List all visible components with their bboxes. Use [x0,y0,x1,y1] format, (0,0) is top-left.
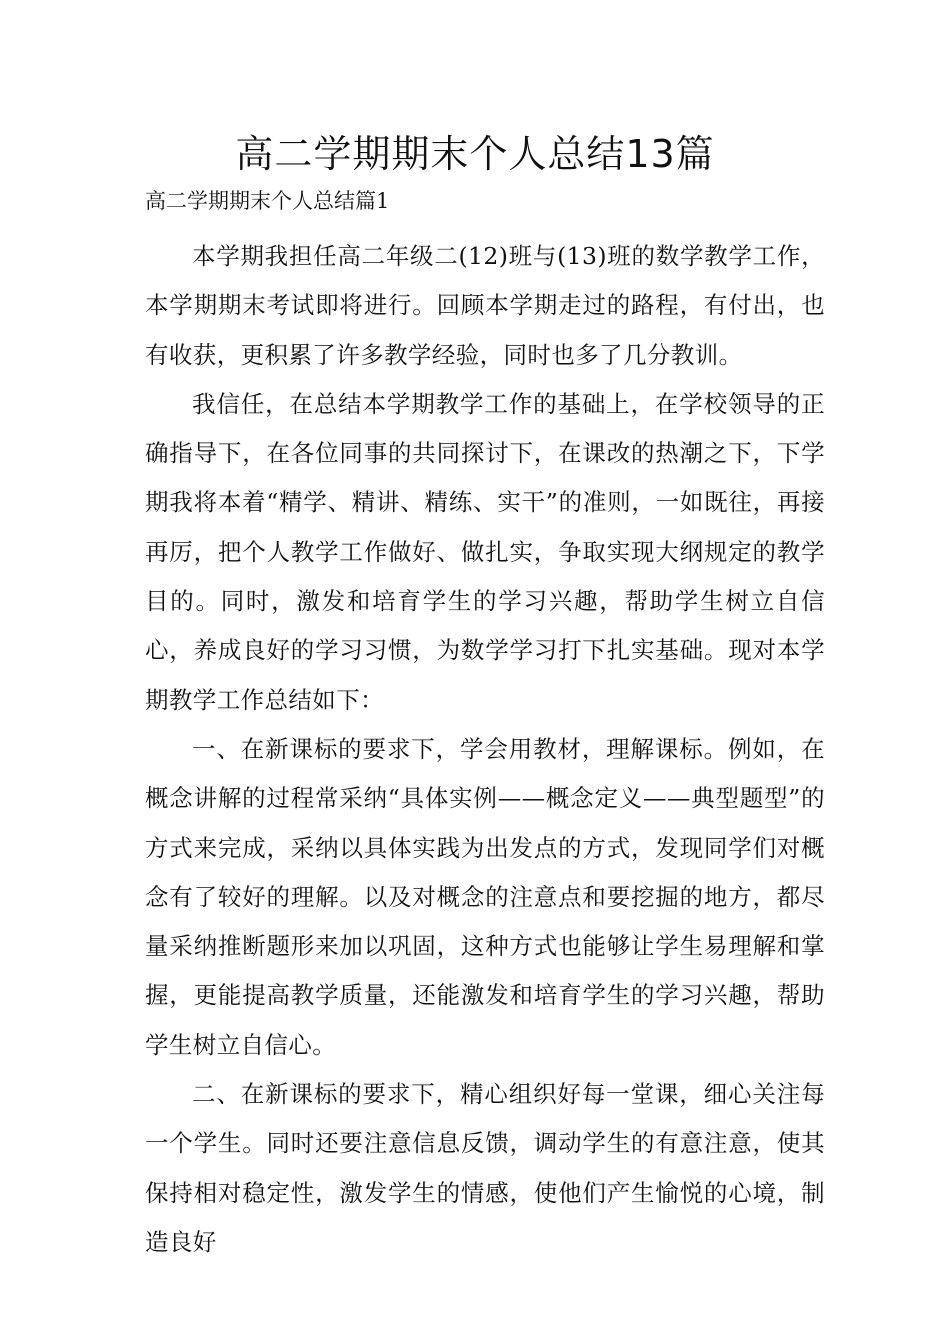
paragraph-point-two: 二、在新课标的要求下，精心组织好每一堂课，细心关注每一个学生。同时还要注意信息反馈，调动学生的有意注意，使其保持相对稳定性，激发学生的情感，使他们产生愉悦的心境，制造良好 [145,1080,825,1256]
paragraph-point-one: 一、在新课标的要求下，学会用教材，理解课标。例如，在概念讲解的过程常采纳“具体实例——概念定义——典型题型”的方式来完成，采纳以具体实践为出发点的方式，发现同学们对概念有了较好的理解。以及对概念的注意点和要挖掘的地方，都尽量采纳推断题形来加以巩固，这种方式也能够让学生易理解和掌握，更能提高教学质量，还能激发和培育学生的学习兴趣，帮助学生树立自信心。 [145,734,825,1059]
paragraph-intro: 本学期我担任高二年级二(12)班与(13)班的数学教学工作，本学期期末考试即将进行。回顾本学期走过的路程，有付出，也有收获，更积累了许多教学经验，同时也多了几分教训。 [145,242,825,369]
section-heading: 高二学期期末个人总结篇1 [145,189,390,213]
document-body [145,232,825,1267]
document-title: 高二学期期末个人总结13篇 [235,132,715,176]
paragraph-belief: 我信任，在总结本学期教学工作的基础上，在学校领导的正确指导下，在各位同事的共同探讨下，在课改的热潮之下，下学期我将本着“精学、精讲、精练、实干”的准则，一如既往，再接再厉，把个人教学工作做好、做扎实，争取实现大纲规定的教学目的。同时，激发和培育学生的学习兴趣，帮助学生树立自信心，养成良好的学习习惯，为数学学习打下扎实基础。现对本学期教学工作总结如下： [145,389,825,714]
